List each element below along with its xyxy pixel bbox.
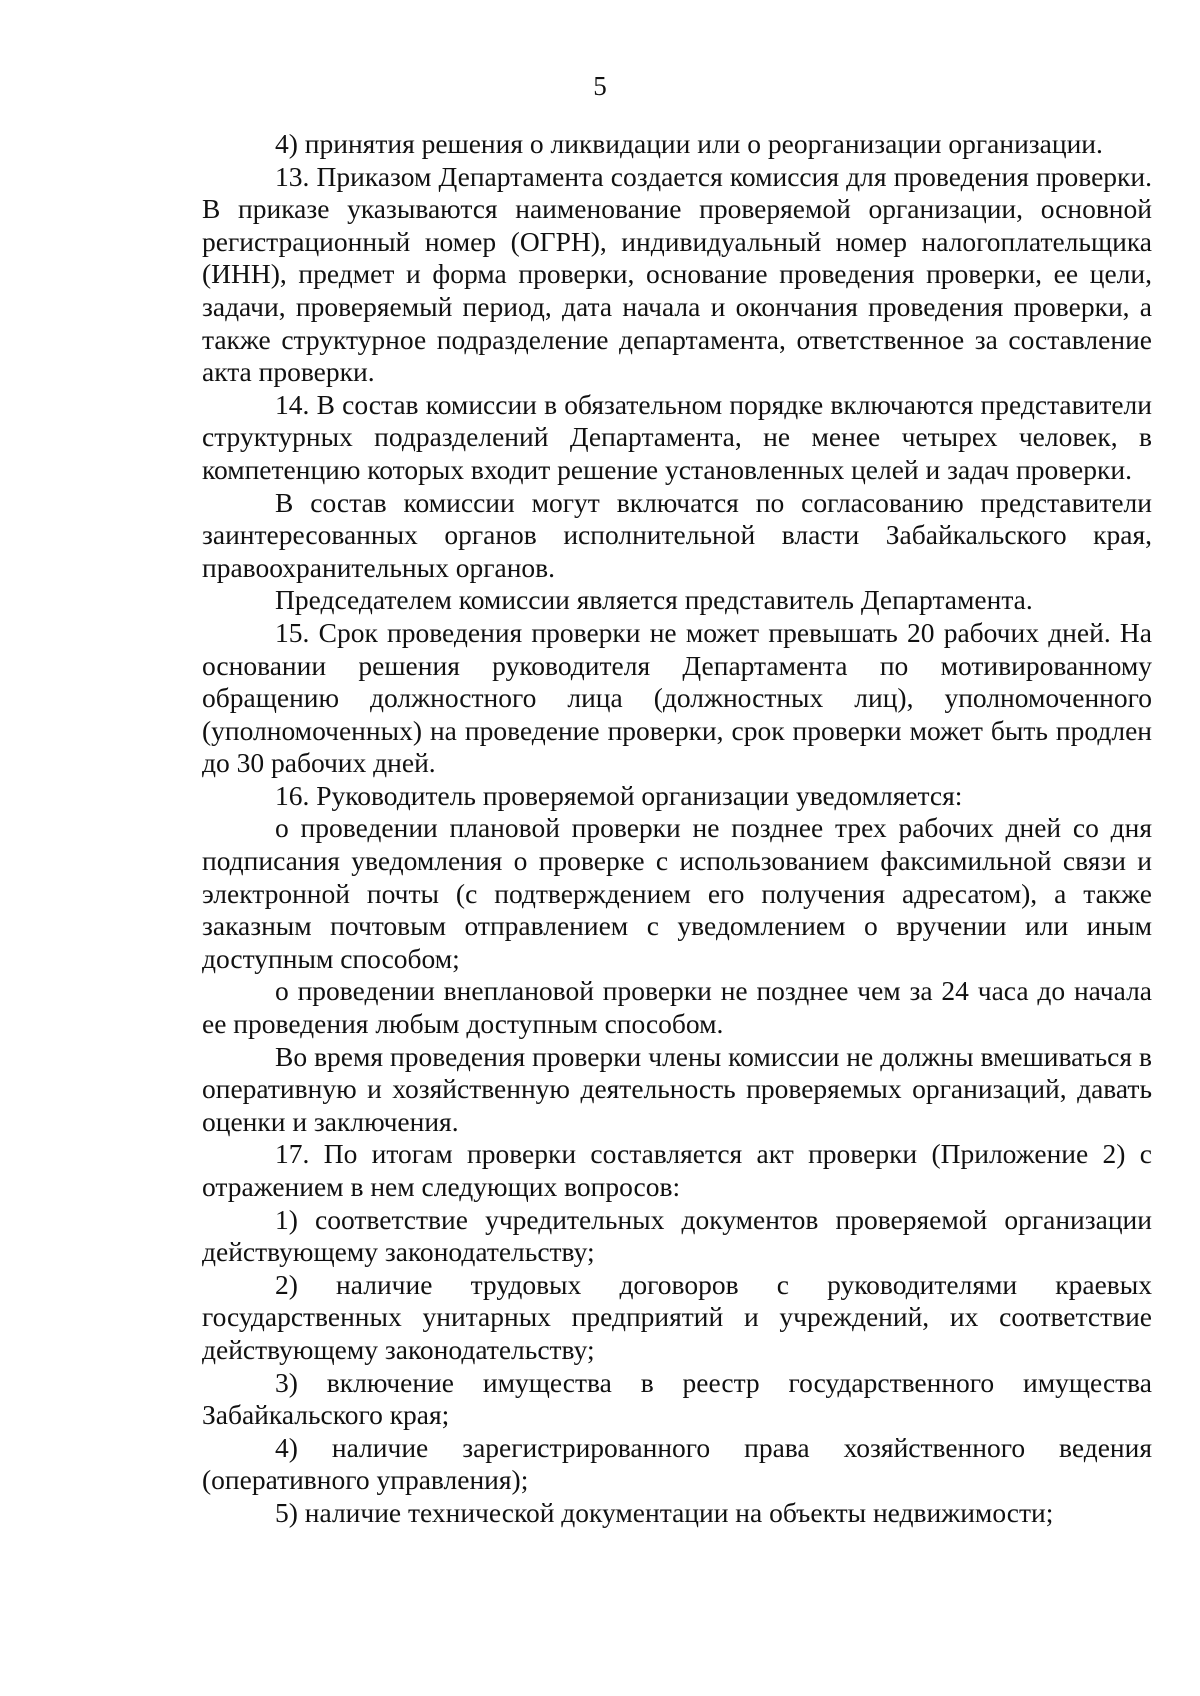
list-item-2-labor-contracts: 2) наличие трудовых договоров с руководителями краевых государственных унитарных предприятий и учреждений, их соответствие действующему законодательству; <box>202 1268 1152 1365</box>
paragraph-17-inspection-act: 17. По итогам проверки составляется акт проверки (Приложение 2) с отражением в нем следующих вопросов: <box>202 1138 1152 1202</box>
document-body <box>202 128 1152 1530</box>
paragraph-no-interference: Во время проведения проверки члены комиссии не должны вмешиваться в оперативную и хозяйственную деятельность проверяемых организаций, давать оценки и заключения. <box>202 1040 1152 1137</box>
paragraph-13-commission-order: 13. Приказом Департамента создается комиссия для проведения проверки. В приказе указываются наименование проверяемой организации, основной регистрационный номер (ОГРН), индивидуальный номер налогоплательщика (ИНН), предмет и форма проверки, основание проведения проверки, ее цели, задачи, проверяемый период, дата начала и окончания проведения проверки, а также структурное подразделение департамента, ответственное за составление акта проверки. <box>202 160 1152 388</box>
page-number: 5 <box>593 71 607 101</box>
list-item-4-registered-rights: 4) наличие зарегистрированного права хозяйственного ведения (оперативного управления); <box>202 1431 1152 1496</box>
paragraph-15-inspection-term: 15. Срок проведения проверки не может превышать 20 рабочих дней. На основании решения руководителя Департамента по мотивированному обращению должностного лица (должностных лиц), уполномоченного (уполномоченных) на проведение проверки, срок проверки может быть продлен до 30 рабочих дней. <box>202 616 1152 779</box>
paragraph-16-notification: 16. Руководитель проверяемой организации уведомляется: <box>275 779 963 811</box>
list-item-3-property-registry: 3) включение имущества в реестр государственного имущества Забайкальского края; <box>202 1366 1152 1431</box>
list-item-5-technical-documentation: 5) наличие технической документации на объекты недвижимости; <box>275 1496 1054 1528</box>
list-item-1-founding-documents: 1) соответствие учредительных документов проверяемой организации действующему законодательству; <box>202 1203 1152 1268</box>
paragraph-unplanned-inspection-notice: о проведении внеплановой проверки не позднее чем за 24 часа до начала ее проведения любым доступным способом. <box>202 975 1152 1040</box>
paragraph-14-commission-members: 14. В состав комиссии в обязательном порядке включаются представители структурных подразделений Департамента, не менее четырех человек, в компетенцию которых входит решение установленных целей и задач проверки. <box>202 388 1152 485</box>
paragraph-planned-inspection-notice: о проведении плановой проверки не позднее трех рабочих дней со дня подписания уведомления о проверке с использованием факсимильной связи и электронной почты (с подтверждением его получения адресатом), а также заказным почтовым отправлением с уведомлением о вручении или иным доступным способом; <box>202 812 1152 974</box>
paragraph-commission-representatives: В состав комиссии могут включатся по согласованию представители заинтересованных органов исполнительной власти Забайкальского края, правоохранительных органов. <box>202 486 1152 583</box>
paragraph-commission-chair: Председателем комиссии является представитель Департамента. <box>275 584 1033 616</box>
paragraph-item-4-liquidation: 4) принятия решения о ликвидации или о реорганизации организации. <box>275 128 1103 159</box>
